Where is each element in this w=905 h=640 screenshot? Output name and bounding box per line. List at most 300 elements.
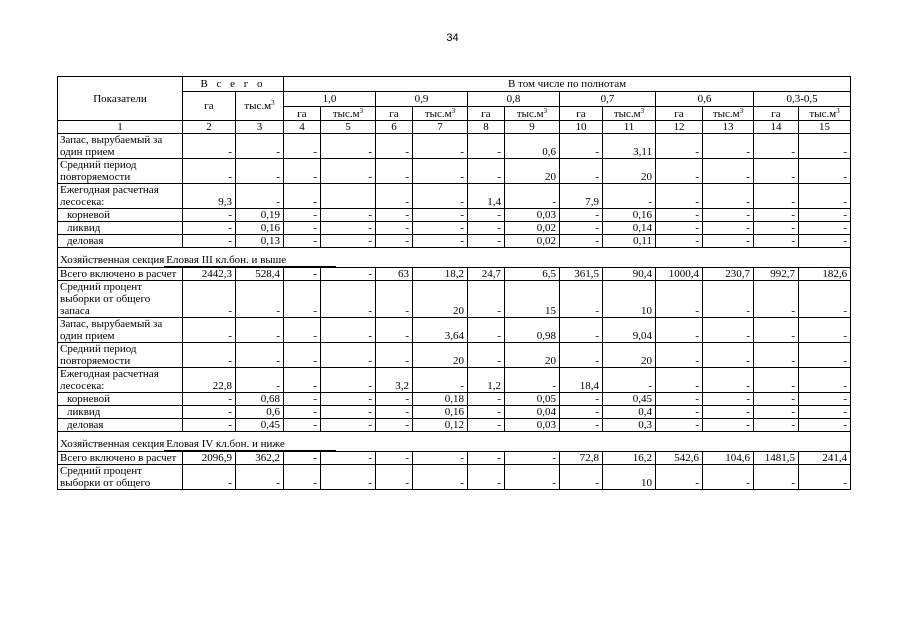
header-unit-volume: $тыс.м^3$ — [413, 107, 468, 121]
header-indicators: Показатели — [58, 77, 183, 121]
section-name: Еловая IV кл.бон. и ниже — [164, 438, 336, 451]
column-number: 11 — [603, 121, 656, 134]
table-cell: - — [321, 235, 376, 248]
table-cell: - — [321, 452, 376, 465]
table-cell: - — [799, 406, 851, 419]
table-cell: - — [703, 134, 754, 159]
table-cell: - — [560, 134, 603, 159]
table-cell: 241,4 — [799, 452, 851, 465]
table-cell: 3,2 — [376, 368, 413, 393]
table-cell: - — [505, 184, 560, 209]
table-cell: - — [321, 134, 376, 159]
row-label: Средний процент выборки от общего — [58, 465, 183, 490]
table-row — [58, 268, 851, 281]
table-cell: 104,6 — [703, 452, 754, 465]
table-cell: 528,4 — [236, 268, 284, 281]
table-row — [58, 318, 851, 343]
table-cell: - — [703, 465, 754, 490]
header-density: 0,8 — [468, 92, 560, 107]
table-cell: - — [560, 406, 603, 419]
column-number: 14 — [754, 121, 799, 134]
table-cell: 15 — [505, 281, 560, 318]
allowable-cut-table — [57, 76, 851, 490]
table-row — [58, 393, 851, 406]
table-cell: - — [560, 222, 603, 235]
table-cell: - — [321, 393, 376, 406]
table-cell: - — [284, 281, 321, 318]
table-cell: 0,16 — [236, 222, 284, 235]
table-cell: 9,3 — [183, 184, 236, 209]
header-unit-ha: га — [560, 107, 603, 121]
table-cell: - — [183, 209, 236, 222]
table-cell: - — [754, 393, 799, 406]
table-cell: - — [468, 281, 505, 318]
header-unit-volume: $тыс.м^3$ — [703, 107, 754, 121]
table-cell: - — [376, 281, 413, 318]
table-cell: - — [656, 343, 703, 368]
table-cell: 20 — [603, 159, 656, 184]
table-cell: 20 — [413, 343, 468, 368]
table-cell: 63 — [376, 268, 413, 281]
table-cell: - — [284, 235, 321, 248]
table-cell: - — [236, 318, 284, 343]
section-row — [58, 248, 851, 268]
table-cell: - — [505, 465, 560, 490]
table-cell: 3,64 — [413, 318, 468, 343]
table-cell: - — [754, 281, 799, 318]
table-cell: - — [703, 318, 754, 343]
table-cell: 0,3 — [603, 419, 656, 432]
table-cell: - — [799, 222, 851, 235]
table-cell: - — [376, 184, 413, 209]
table-cell: - — [560, 393, 603, 406]
table-cell: 3,11 — [603, 134, 656, 159]
table-cell: - — [656, 222, 703, 235]
table-cell: - — [183, 222, 236, 235]
table-cell: - — [703, 343, 754, 368]
header-unit-ha: га — [754, 107, 799, 121]
table-cell: - — [376, 406, 413, 419]
table-cell: - — [321, 368, 376, 393]
table-cell: - — [413, 235, 468, 248]
table-cell: 0,02 — [505, 222, 560, 235]
table-cell: - — [284, 419, 321, 432]
row-label: корневой — [58, 393, 183, 406]
table-cell: - — [799, 134, 851, 159]
header-unit-ha: га — [656, 107, 703, 121]
table-cell: 0,45 — [236, 419, 284, 432]
header-density: 0,3-0,5 — [754, 92, 851, 107]
header-unit-volume: $тыс.м^3$ — [799, 107, 851, 121]
table-cell: - — [284, 209, 321, 222]
table-cell: - — [183, 406, 236, 419]
table-cell: 20 — [413, 281, 468, 318]
header-unit-volume: $тыс.м^3$ — [236, 92, 284, 121]
table-cell: - — [284, 343, 321, 368]
header-density: 0,6 — [656, 92, 754, 107]
table-row — [58, 419, 851, 432]
table-cell: - — [376, 465, 413, 490]
table-cell: - — [754, 368, 799, 393]
table-cell: - — [468, 465, 505, 490]
table-cell: 0,05 — [505, 393, 560, 406]
table-row — [58, 281, 851, 318]
table-cell: - — [413, 159, 468, 184]
table-cell: - — [468, 419, 505, 432]
table-row — [58, 184, 851, 209]
section-row — [58, 432, 851, 452]
table-cell: - — [284, 134, 321, 159]
table-cell: - — [284, 318, 321, 343]
row-label: Средний процент выборки от общего запаса — [58, 281, 183, 318]
table-cell: - — [376, 235, 413, 248]
table-cell: - — [413, 222, 468, 235]
table-cell: - — [754, 343, 799, 368]
table-cell: - — [321, 159, 376, 184]
table-cell: 0,04 — [505, 406, 560, 419]
table-row — [58, 368, 851, 393]
row-label: Всего включено в расчет — [58, 452, 183, 465]
table-cell: - — [656, 184, 703, 209]
table-cell: - — [284, 393, 321, 406]
table-cell: - — [183, 159, 236, 184]
table-cell: - — [183, 393, 236, 406]
header-density: 0,9 — [376, 92, 468, 107]
table-row — [58, 222, 851, 235]
table-cell: 10 — [603, 465, 656, 490]
section-heading — [58, 248, 851, 268]
table-cell: - — [236, 343, 284, 368]
table-row — [58, 235, 851, 248]
table-cell: - — [754, 184, 799, 209]
column-number: 3 — [236, 121, 284, 134]
table-cell: - — [505, 452, 560, 465]
header-unit-volume: $тыс.м^3$ — [505, 107, 560, 121]
row-label: деловая — [58, 419, 183, 432]
table-cell: - — [799, 343, 851, 368]
table-cell: - — [183, 343, 236, 368]
table-cell: 20 — [603, 343, 656, 368]
table-cell: - — [468, 222, 505, 235]
table-cell: - — [656, 159, 703, 184]
table-cell: 9,04 — [603, 318, 656, 343]
header-density: 1,0 — [284, 92, 376, 107]
column-number: 10 — [560, 121, 603, 134]
table-cell: 0,02 — [505, 235, 560, 248]
column-number: 8 — [468, 121, 505, 134]
table-cell: - — [754, 209, 799, 222]
table-cell: 1,2 — [468, 368, 505, 393]
table-cell: - — [754, 419, 799, 432]
section-label: Хозяйственная секция — [60, 438, 165, 450]
table-cell: - — [376, 159, 413, 184]
table-cell: - — [468, 209, 505, 222]
table-cell: - — [321, 318, 376, 343]
table-cell: - — [236, 465, 284, 490]
table-cell: - — [799, 281, 851, 318]
table-cell: - — [560, 159, 603, 184]
table-cell: - — [321, 406, 376, 419]
table-cell: - — [656, 134, 703, 159]
table-cell: - — [656, 465, 703, 490]
table-cell: - — [236, 368, 284, 393]
section-heading — [58, 432, 851, 452]
table-cell: - — [799, 368, 851, 393]
table-cell: - — [754, 465, 799, 490]
table-cell: - — [703, 419, 754, 432]
table-cell: 20 — [505, 343, 560, 368]
table-cell: - — [321, 343, 376, 368]
column-number: 6 — [376, 121, 413, 134]
section-label: Хозяйственная секция — [60, 254, 165, 266]
table-cell: - — [376, 222, 413, 235]
table-cell: - — [376, 419, 413, 432]
table-cell: - — [376, 209, 413, 222]
table-cell: 2096,9 — [183, 452, 236, 465]
table-cell: - — [321, 465, 376, 490]
table-cell: - — [468, 406, 505, 419]
table-cell: - — [413, 209, 468, 222]
table-cell: - — [321, 419, 376, 432]
table-row — [58, 134, 851, 159]
table-cell: - — [656, 406, 703, 419]
table-cell: - — [560, 281, 603, 318]
table-cell: - — [703, 235, 754, 248]
table-cell: 182,6 — [799, 268, 851, 281]
column-number: 7 — [413, 121, 468, 134]
column-number: 9 — [505, 121, 560, 134]
table-cell: 6,5 — [505, 268, 560, 281]
table-cell: - — [560, 209, 603, 222]
table-cell: - — [183, 134, 236, 159]
table-cell: - — [284, 222, 321, 235]
table-row — [58, 209, 851, 222]
table-cell: - — [656, 281, 703, 318]
table-cell: - — [799, 159, 851, 184]
table-cell: 0,4 — [603, 406, 656, 419]
table-cell: 24,7 — [468, 268, 505, 281]
column-number: 15 — [799, 121, 851, 134]
row-label: Средний период повторяемости — [58, 343, 183, 368]
table-cell: 0,98 — [505, 318, 560, 343]
table-cell: - — [603, 184, 656, 209]
table-cell: 18,4 — [560, 368, 603, 393]
table-cell: - — [468, 235, 505, 248]
table-cell: - — [376, 452, 413, 465]
table-cell: - — [468, 318, 505, 343]
table-cell: - — [468, 159, 505, 184]
table-cell: 0,68 — [236, 393, 284, 406]
table-cell: - — [560, 465, 603, 490]
column-number: 5 — [321, 121, 376, 134]
table-cell: - — [656, 209, 703, 222]
table-cell: 0,6 — [505, 134, 560, 159]
row-label: деловая — [58, 235, 183, 248]
header-total: В с е г о — [183, 77, 284, 92]
header-unit-volume: $тыс.м^3$ — [321, 107, 376, 121]
header-including: В том числе по полнотам — [284, 77, 851, 92]
table-cell: - — [703, 406, 754, 419]
table-cell: - — [560, 318, 603, 343]
table-body — [58, 134, 851, 490]
table-row — [58, 406, 851, 419]
row-label: Ежегодная расчетная лесосека: — [58, 368, 183, 393]
table-cell: - — [799, 393, 851, 406]
table-cell: 230,7 — [703, 268, 754, 281]
table-cell: - — [754, 222, 799, 235]
table-cell — [321, 184, 376, 209]
table-cell: - — [321, 209, 376, 222]
column-number: 12 — [656, 121, 703, 134]
table-cell: 0,13 — [236, 235, 284, 248]
table-cell: - — [656, 368, 703, 393]
table-cell: - — [183, 419, 236, 432]
table-cell: - — [236, 184, 284, 209]
row-label: Всего включено в расчет — [58, 268, 183, 281]
table-cell: - — [468, 393, 505, 406]
table-cell: - — [656, 419, 703, 432]
table-cell: - — [468, 452, 505, 465]
table-row — [58, 452, 851, 465]
table-cell: - — [703, 393, 754, 406]
table-cell: 0,6 — [236, 406, 284, 419]
table-cell: - — [376, 343, 413, 368]
table-cell: - — [183, 281, 236, 318]
table-cell: - — [754, 159, 799, 184]
table-cell: - — [321, 281, 376, 318]
table-row — [58, 343, 851, 368]
header-unit-volume: $тыс.м^3$ — [603, 107, 656, 121]
table-cell: - — [656, 393, 703, 406]
table-cell: - — [321, 268, 376, 281]
table-cell: - — [799, 235, 851, 248]
column-number: 2 — [183, 121, 236, 134]
table-cell: - — [236, 134, 284, 159]
table-cell: - — [468, 134, 505, 159]
section-name: Еловая III кл.бон. и выше — [164, 254, 336, 267]
table-cell: 18,2 — [413, 268, 468, 281]
table-cell: - — [236, 159, 284, 184]
row-label: Запас, вырубаемый за один прием — [58, 134, 183, 159]
table-cell: - — [703, 184, 754, 209]
table-cell: 0,18 — [413, 393, 468, 406]
table-cell: 0,19 — [236, 209, 284, 222]
column-number: 13 — [703, 121, 754, 134]
table-cell: - — [183, 318, 236, 343]
table-cell: 0,03 — [505, 209, 560, 222]
table-cell: 542,6 — [656, 452, 703, 465]
table-cell: - — [413, 184, 468, 209]
table-cell: - — [284, 465, 321, 490]
table-cell: - — [284, 452, 321, 465]
table-cell: - — [284, 159, 321, 184]
table-cell: - — [321, 222, 376, 235]
table-cell: - — [413, 465, 468, 490]
table-cell: - — [284, 406, 321, 419]
table-cell: - — [754, 235, 799, 248]
row-label: Ежегодная расчетная лесосека: — [58, 184, 183, 209]
table-cell: - — [560, 419, 603, 432]
table-cell: 0,14 — [603, 222, 656, 235]
table-cell: 10 — [603, 281, 656, 318]
table-cell: - — [799, 419, 851, 432]
table-cell: - — [799, 184, 851, 209]
table-cell: - — [656, 235, 703, 248]
table-cell: 22,8 — [183, 368, 236, 393]
row-label: корневой — [58, 209, 183, 222]
table-header — [58, 77, 851, 134]
table-cell: 0,16 — [603, 209, 656, 222]
table-cell: - — [603, 368, 656, 393]
table-cell: - — [703, 159, 754, 184]
page-number: 34 — [446, 32, 459, 44]
table-cell: - — [468, 343, 505, 368]
table-cell: - — [183, 235, 236, 248]
row-label: Запас, вырубаемый за один прием — [58, 318, 183, 343]
table-cell: - — [376, 134, 413, 159]
header-unit-ha: га — [284, 107, 321, 121]
table-cell: 0,03 — [505, 419, 560, 432]
table-cell: 7,9 — [560, 184, 603, 209]
header-unit-ha: га — [376, 107, 413, 121]
table-cell: 992,7 — [754, 268, 799, 281]
table-cell: - — [703, 281, 754, 318]
table-cell: - — [236, 281, 284, 318]
header-density: 0,7 — [560, 92, 656, 107]
table-row — [58, 465, 851, 490]
table-cell: - — [799, 209, 851, 222]
table-cell: 90,4 — [603, 268, 656, 281]
table-cell: - — [284, 184, 321, 209]
table-cell: 1000,4 — [656, 268, 703, 281]
table-cell: - — [560, 235, 603, 248]
table-cell: - — [754, 134, 799, 159]
table-cell: 362,2 — [236, 452, 284, 465]
table-cell: 1481,5 — [754, 452, 799, 465]
header-unit-ha: га — [468, 107, 505, 121]
table-cell: 2442,3 — [183, 268, 236, 281]
table-cell: - — [284, 368, 321, 393]
table-cell: - — [754, 318, 799, 343]
column-number: 4 — [284, 121, 321, 134]
table-cell: - — [183, 465, 236, 490]
table-cell: 20 — [505, 159, 560, 184]
table-cell: 72,8 — [560, 452, 603, 465]
table-cell: - — [799, 318, 851, 343]
table-cell: 361,5 — [560, 268, 603, 281]
table-cell: - — [703, 368, 754, 393]
table-cell: - — [656, 318, 703, 343]
table-cell: - — [799, 465, 851, 490]
table-cell: - — [376, 318, 413, 343]
table-cell: 0,12 — [413, 419, 468, 432]
column-number: 1 — [58, 121, 183, 134]
table-cell: - — [703, 209, 754, 222]
table-row — [58, 159, 851, 184]
table-cell: 1,4 — [468, 184, 505, 209]
table-cell: 0,11 — [603, 235, 656, 248]
table-cell: - — [754, 406, 799, 419]
table-cell: - — [376, 393, 413, 406]
table-cell: 0,45 — [603, 393, 656, 406]
table-cell: 0,16 — [413, 406, 468, 419]
table-cell: 16,2 — [603, 452, 656, 465]
table-cell: - — [413, 368, 468, 393]
table-cell: - — [505, 368, 560, 393]
row-label: ликвид — [58, 406, 183, 419]
table-cell: - — [703, 222, 754, 235]
table-cell: - — [284, 268, 321, 281]
